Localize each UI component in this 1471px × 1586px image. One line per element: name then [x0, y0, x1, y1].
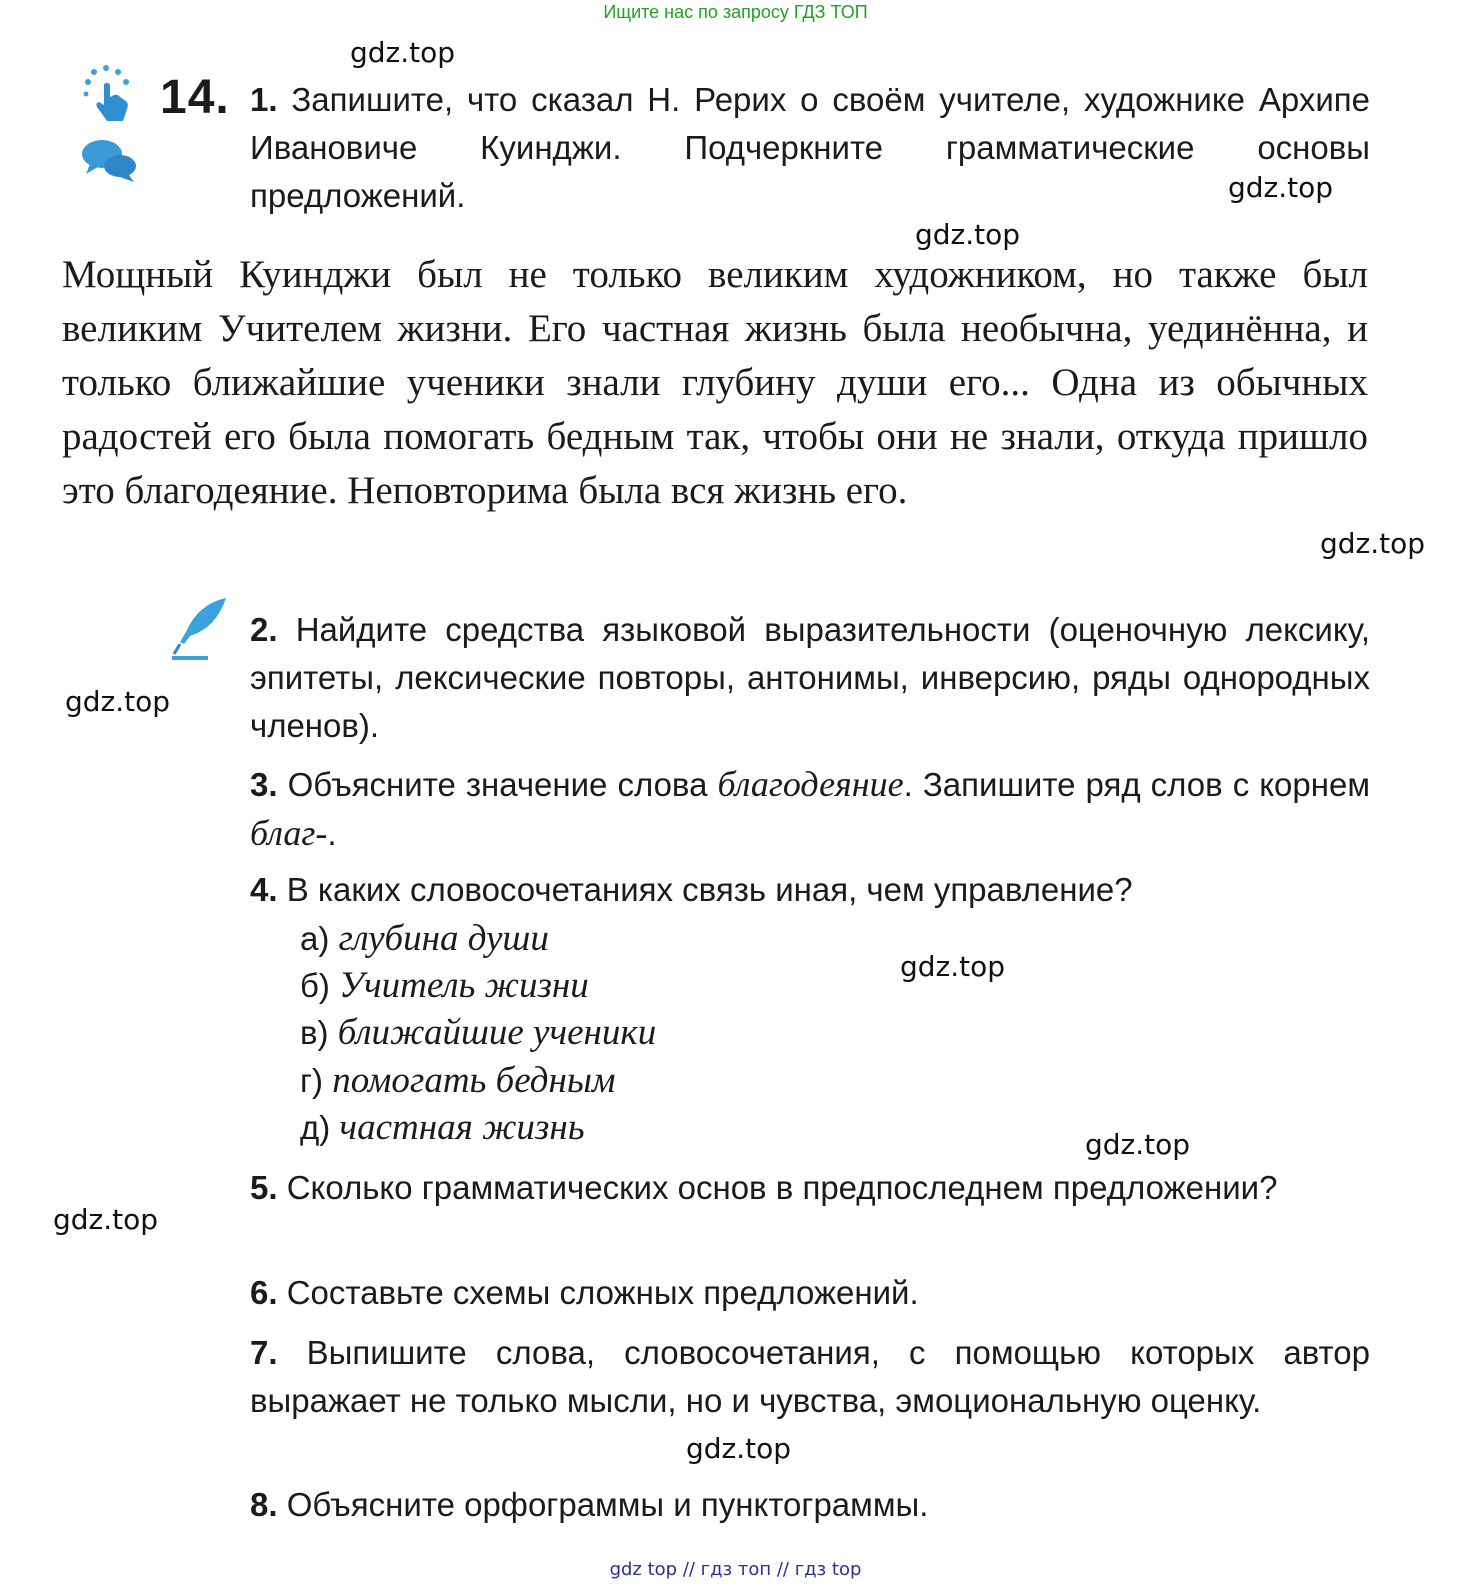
- task-4: [250, 866, 1370, 914]
- option-b-phrase: Учитель жизни: [339, 965, 589, 1006]
- watermark: gdz.top: [1228, 171, 1334, 204]
- task-5-text: Сколько грамматических основ в предпоследнем предложении?: [286, 1169, 1278, 1206]
- top-banner[interactable]: Ищите нас по запросу ГДЗ ТОП: [603, 2, 868, 22]
- task-1-text: Запишите, что сказал Н. Рерих о своём учителе, художнике Архипе Ивановиче Куинджи. Подчеркните грамматические основы предложений.: [250, 81, 1370, 214]
- task-2: [250, 606, 1370, 750]
- task-7: [250, 1329, 1370, 1425]
- task-7-number: 7.: [250, 1334, 278, 1371]
- task-8-number: 8.: [250, 1486, 278, 1523]
- exercise-number: 14.: [160, 71, 230, 124]
- task-3-text-b: . Запишите ряд слов с корнем: [903, 766, 1371, 803]
- option-d-letter: г): [300, 1062, 324, 1099]
- task-7-text: Выпишите слова, словосочетания, с помощью которых автор выражает не только мысли, но и чувства, эмоциональную оценку.: [250, 1334, 1370, 1419]
- task-5: [250, 1164, 1370, 1212]
- watermark: gdz.top: [686, 1432, 792, 1465]
- discussion-icon: [80, 138, 140, 186]
- watermark: gdz.top: [900, 950, 1006, 983]
- option-c-phrase: ближайшие ученики: [337, 1012, 657, 1053]
- write-quill-icon: [168, 596, 232, 662]
- watermark: gdz.top: [1085, 1128, 1191, 1161]
- task-8: [250, 1481, 1370, 1529]
- task-5-number: 5.: [250, 1169, 278, 1206]
- option-e: [300, 1104, 585, 1152]
- task-2-number: 2.: [250, 611, 278, 648]
- task-3-word: благодеяние: [717, 764, 904, 804]
- task-3-text-a: Объясните значение слова: [287, 766, 708, 803]
- task-2-text: Найдите средства языковой выразительности (оценочную лексику, эпитеты, лексические повторы, антонимы, инверсию, ряды однородных членов).: [250, 611, 1370, 744]
- option-a-letter: а): [300, 920, 330, 957]
- task-3-root: благ-: [250, 813, 328, 853]
- task-4-number: 4.: [250, 871, 278, 908]
- option-e-phrase: частная жизнь: [339, 1107, 585, 1148]
- option-a: [300, 915, 549, 963]
- watermark: gdz.top: [65, 685, 171, 718]
- option-a-phrase: глубина души: [338, 918, 549, 959]
- task-4-text: В каких словосочетаниях связь иная, чем управление?: [286, 871, 1133, 908]
- option-d: [300, 1057, 616, 1105]
- option-d-phrase: помогать бедным: [332, 1060, 616, 1101]
- bottom-banner[interactable]: gdz top // гдз топ // гдз top: [609, 1559, 862, 1580]
- task-3-number: 3.: [250, 766, 278, 803]
- option-b-letter: б): [300, 967, 330, 1004]
- watermark: gdz.top: [1320, 527, 1426, 560]
- task-1: [250, 76, 1370, 220]
- task-8-text: Объясните орфограммы и пунктограммы.: [286, 1486, 929, 1523]
- watermark: gdz.top: [350, 36, 456, 69]
- option-c: [300, 1009, 656, 1057]
- roerich-quote: Мощный Куинджи был не только великим художником, но также был великим Учителем жизни. Его частная жизнь была необычна, уединённа, и только ближайшие ученики знали глубину души его... Одна из обычных радостей его была помогать бедным так, чтобы они не знали, откуда пришло это благодеяние. Неповторима была вся жизнь его.: [62, 253, 1368, 512]
- watermark: gdz.top: [53, 1203, 159, 1236]
- task-6: [250, 1269, 1370, 1317]
- task-6-number: 6.: [250, 1274, 278, 1311]
- task-1-number: 1.: [250, 81, 278, 118]
- option-b: [300, 962, 589, 1010]
- task-3: [250, 760, 1370, 858]
- option-e-letter: д): [300, 1109, 331, 1146]
- task-3-text-c: .: [327, 815, 337, 852]
- task-6-text: Составьте схемы сложных предложений.: [286, 1274, 919, 1311]
- option-c-letter: в): [300, 1014, 329, 1051]
- touch-hand-icon: [80, 64, 138, 124]
- watermark: gdz.top: [915, 218, 1021, 251]
